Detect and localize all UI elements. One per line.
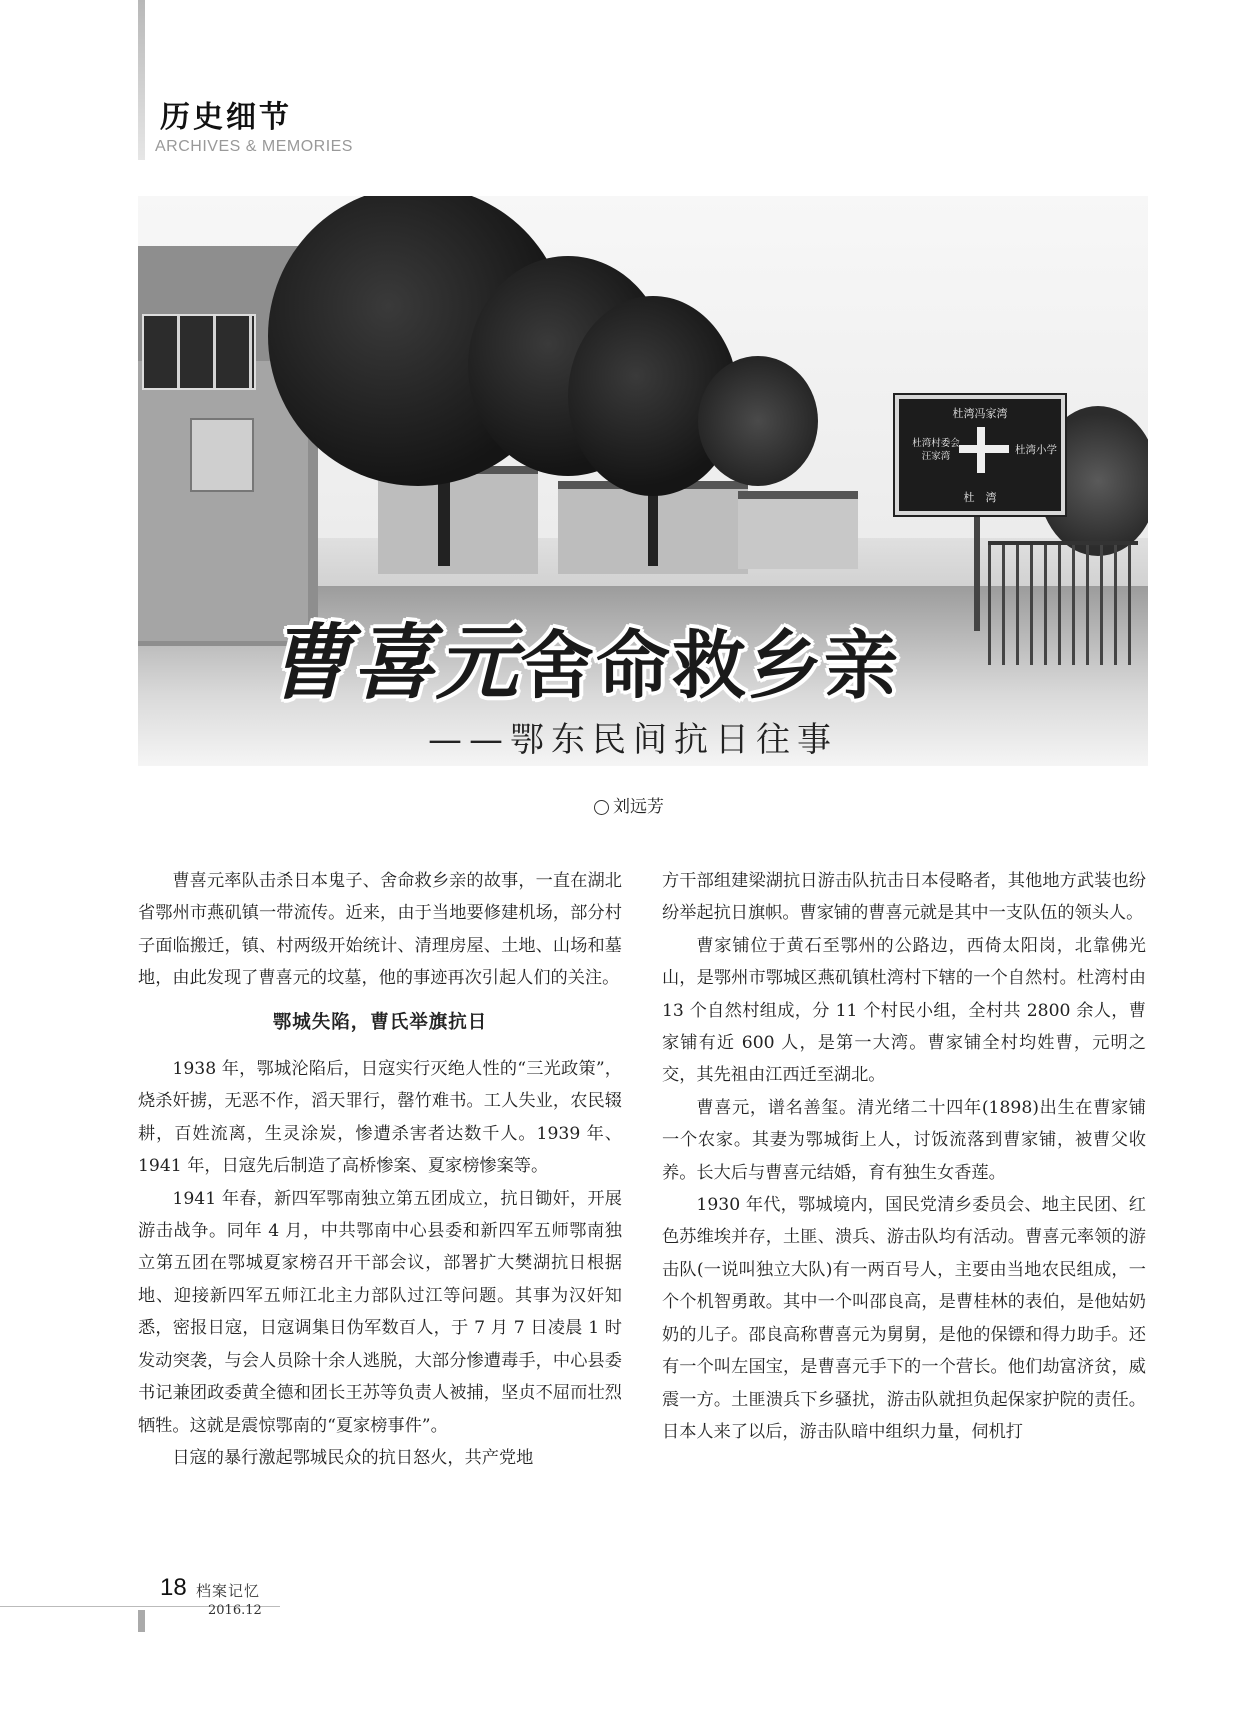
section-subtitle: ARCHIVES & MEMORIES (155, 138, 353, 155)
magazine-name: 档案记忆 (196, 1582, 261, 1600)
paragraph: 1938 年，鄂城沦陷后，日寇实行灭绝人性的“三光政策”，烧杀奸掳，无恶不作，滔天罪行，罄竹难书。工人失业，农民辍耕，百姓流离，生灵涂炭，惨遭杀害者达数千人。1939 年、1941 年，日寇先后制造了高桥惨案、夏家榜惨案等。 (138, 1059, 622, 1177)
issue-date: 2016.12 (208, 1603, 262, 1618)
article-title (268, 598, 900, 715)
article-title-rest: 舍命救乡亲 (520, 623, 900, 709)
footer-accent-bar (138, 1610, 145, 1632)
header-accent-bar (138, 0, 145, 160)
sign-left-text: 杜湾村委会 汪家湾 (912, 438, 960, 462)
paragraph: 方干部组建梁湖抗日游击队抗击日本侵略者，其他地方武装也纷纷举起抗日旗帜。曹家铺的曹喜元就是其中一支队伍的领头人。 (662, 871, 1146, 924)
author-name: 刘远芳 (613, 797, 664, 817)
photo-window (142, 314, 256, 390)
photo-fence (988, 541, 1138, 665)
road-sign (895, 395, 1065, 515)
photo-plaque (190, 418, 254, 492)
right-column (662, 865, 1146, 1448)
page-number: 18 (160, 1574, 187, 1601)
paragraph: 1930 年代，鄂城境内，国民党清乡委员会、地主民团、红色苏维埃并存，土匪、溃兵、游击队均有活动。曹喜元率领的游击队(一说叫独立大队)有一两百号人，主要由当地农民组成，一个个机智勇敢。其中一个叫邵良高，是曹桂林的表伯，是他姑奶奶的儿子。邵良高称曹喜元为舅舅，是他的保镖和得力助手。还有一个叫左国宝，是曹喜元手下的一个营长。他们劫富济贫，威震一方。土匪溃兵下乡骚扰，游击队就担负起保家护院的责任。日本人来了以后，游击队暗中组织力量，伺机打 (662, 1195, 1146, 1442)
section-title: 历史细节 (160, 100, 292, 135)
photo-tree (698, 356, 818, 486)
sign-bottom-text: 杜 湾 (963, 491, 997, 504)
sign-top-text: 杜湾冯家湾 (952, 407, 1008, 420)
article-title-name: 曹喜元 (268, 615, 520, 711)
photo-house (738, 491, 858, 569)
section-heading: 鄂城失陷，曹氏举旗抗日 (272, 1011, 488, 1033)
paragraph: 曹家铺位于黄石至鄂州的公路边，西倚太阳岗，北靠佛光山，是鄂州市鄂城区燕矶镇杜湾村下辖的一个自然村。杜湾村由 13 个自然村组成，分 11 个村民小组，全村共 2800 余人，曹家铺有近 600 人，是第一大湾。曹家铺全村均姓曹，元明之交，其先祖由江西迁至湖北。 (662, 935, 1146, 1086)
paragraph: 曹喜元，谱名善玺。清光绪二十四年(1898)出生在曹家铺一个农家。其妻为鄂城街上人，讨饭流落到曹家铺，被曹父收养。长大后与曹喜元结婚，育有独生女香莲。 (662, 1097, 1146, 1183)
circle-icon (594, 800, 609, 815)
sign-pole (974, 511, 980, 631)
paragraph: 1941 年春，新四军鄂南独立第五团成立，抗日锄奸，开展游击战争。同年 4 月，中共鄂南中心县委和新四军五师鄂南独立第五团在鄂城夏家榜召开干部会议，部署扩大樊湖抗日根据地、迎接新四军五师江北主力部队过江等问题。其事为汉奸知悉，密报日寇，日寇调集日伪军数百人，于 7 月 7 日凌晨 1 时发动突袭，与会人员除十余人逃脱，大部分惨遭毒手，中心县委书记兼团政委黄全德和团长王苏等负责人被捕，坚贞不屈而壮烈牺牲。这就是震惊鄂南的“夏家榜事件”。 (138, 1188, 622, 1436)
author-line (0, 792, 1258, 817)
paragraph: 日寇的暴行激起鄂城民众的抗日怒火，共产党地 (172, 1447, 534, 1468)
left-column (138, 865, 622, 1474)
sign-right-text: 杜湾小学 (1015, 444, 1057, 456)
article-subtitle: ——鄂东民间抗日往事 (428, 720, 838, 760)
paragraph: 曹喜元率队击杀日本鬼子、舍命救乡亲的故事，一直在湖北省鄂州市燕矶镇一带流传。近来，由于当地要修建机场，部分村子面临搬迁，镇、村两级开始统计、清理房屋、土地、山场和墓地，由此发现了曹喜元的坟墓，他的事迹再次引起人们的关注。 (138, 871, 622, 989)
